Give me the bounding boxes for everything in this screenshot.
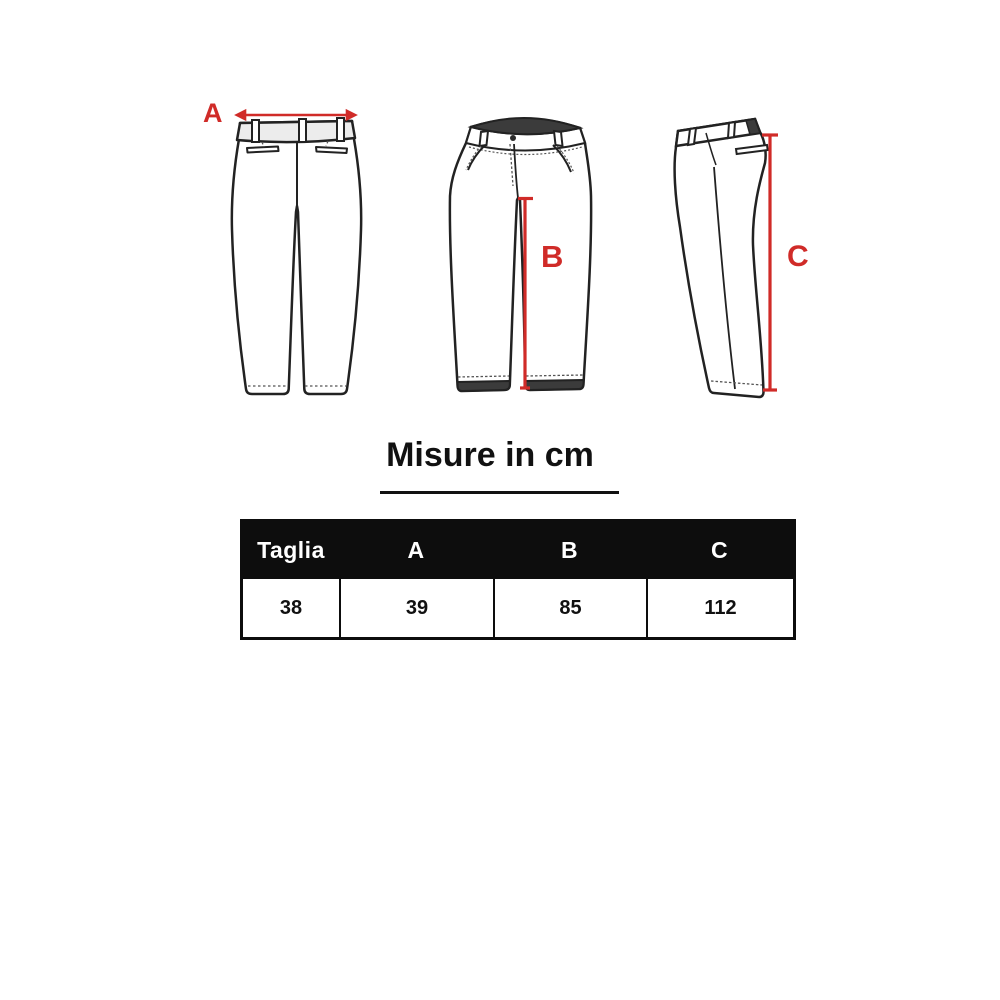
pants-back-view-figure — [200, 90, 440, 410]
size-table-cell-b: 85 — [493, 579, 646, 637]
measure-label-c: C — [787, 240, 809, 273]
size-table-cell-taglia: 38 — [279, 596, 303, 619]
title-underline — [380, 491, 619, 494]
button-detail — [510, 135, 516, 141]
size-table-data-row — [243, 579, 793, 637]
measure-label-a: A — [203, 98, 223, 128]
measure-label-b: B — [541, 239, 564, 274]
size-table-header-row — [243, 522, 793, 579]
pants-front-view-illustration — [440, 100, 620, 410]
size-table-header-a: A — [407, 537, 425, 563]
size-table-header-c: C — [710, 537, 729, 563]
pants-front-view-figure — [440, 100, 620, 410]
measure-line-c — [762, 135, 778, 390]
size-table — [240, 519, 796, 640]
size-table-cell-a: 39 — [339, 579, 493, 637]
size-guide-title: Misure in cm — [386, 436, 594, 474]
size-table-header-taglia: Taglia — [257, 537, 325, 563]
size-table-header-b: B — [560, 537, 579, 563]
pants-back-view-illustration — [200, 90, 440, 410]
size-table-cell-c: 112 — [646, 579, 793, 637]
